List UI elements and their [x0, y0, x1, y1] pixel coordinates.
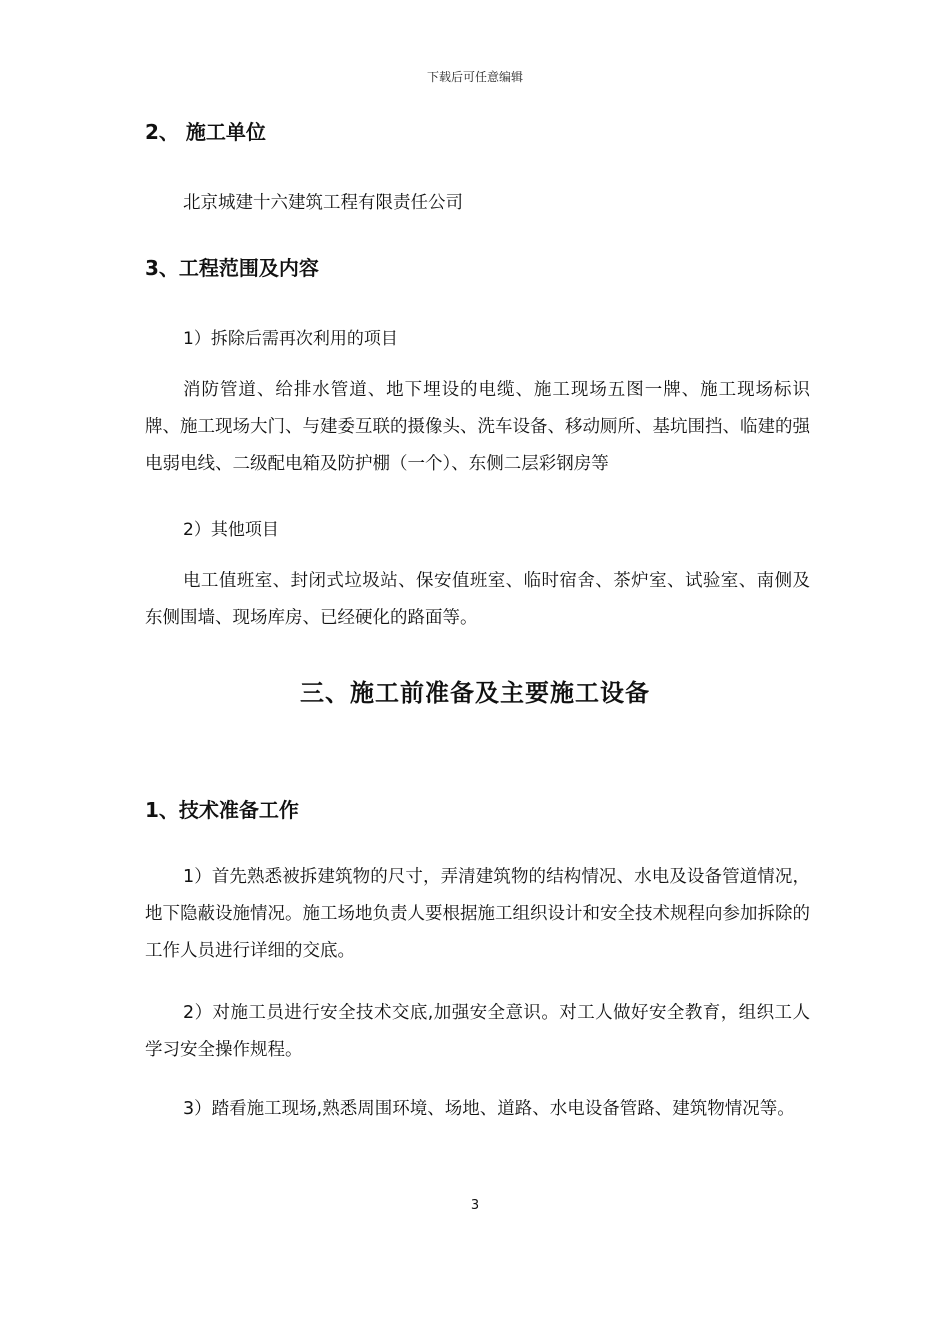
section-3-item1-title: 1）拆除后需再次利用的项目	[183, 329, 398, 349]
tech-prep-heading: 1、技术准备工作	[145, 798, 299, 822]
tech-prep-paragraph-3: 3）踏看施工现场,熟悉周围环境、场地、道路、水电设备管路、建筑物情况等。	[183, 1099, 795, 1119]
page-number: 3	[470, 1198, 480, 1213]
page-header: 下载后可任意编辑	[426, 70, 523, 84]
section-3-heading: 3、工程范围及内容	[145, 256, 319, 280]
chapter-3-title: 三、施工前准备及主要施工设备	[300, 679, 650, 707]
tech-prep-paragraph-2: 2）对施工员进行安全技术交底,加强安全意识。对工人做好安全教育，组织工人学习安全操作规程。	[145, 1003, 810, 1060]
section-3-item1-body: 消防管道、给排水管道、地下埋设的电缆、施工现场五图一牌、施工现场标识牌、施工现场大门、与建委互联的摄像头、洗车设备、移动厕所、基坑围挡、临建的强电弱电线、二级配电箱及防护棚（一个）、东侧二层彩钢房等	[145, 380, 810, 474]
section-2-heading: 2、 施工单位	[145, 120, 266, 144]
section-3-item2-body: 电工值班室、封闭式垃圾站、保安值班室、临时宿舍、茶炉室、试验室、南侧及东侧围墙、现场库房、已经硬化的路面等。	[145, 571, 810, 628]
section-3-item2-title: 2）其他项目	[183, 520, 279, 540]
section-2-body: 北京城建十六建筑工程有限责任公司	[183, 193, 463, 213]
tech-prep-paragraph-1: 1）首先熟悉被拆建筑物的尺寸，弄清建筑物的结构情况、水电及设备管道情况，地下隐蔽设施情况。施工场地负责人要根据施工组织设计和安全技术规程向参加拆除的工作人员进行详细的交底。	[145, 867, 810, 961]
